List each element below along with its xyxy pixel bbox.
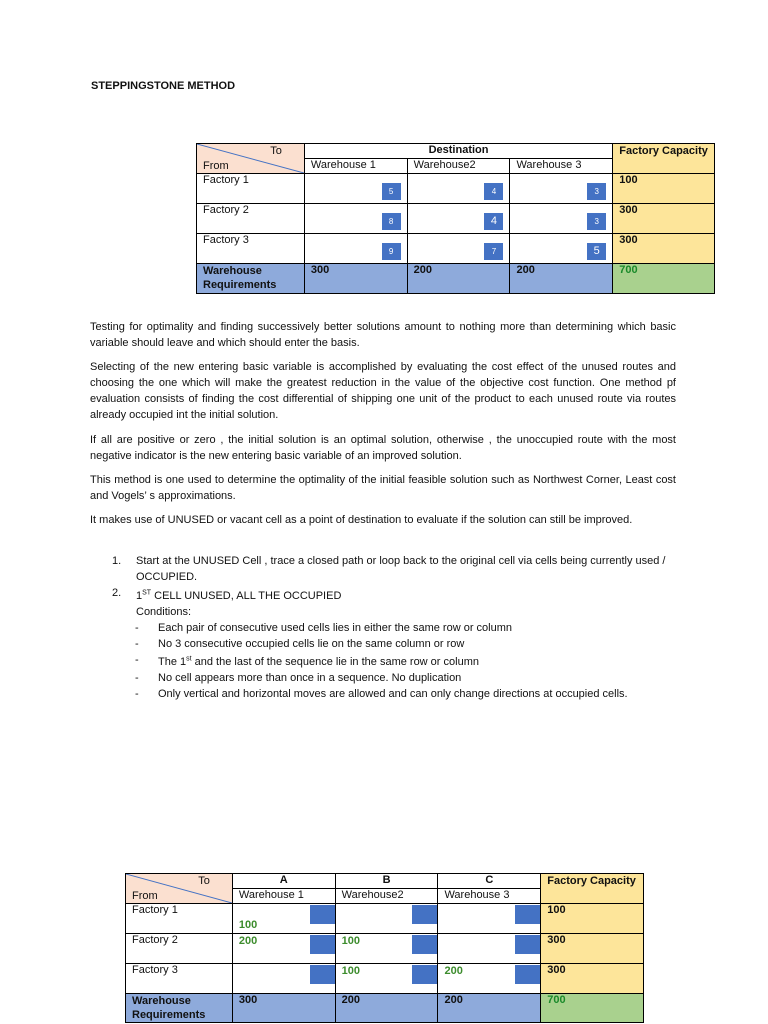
to-label: To — [270, 145, 282, 157]
column-letter: C — [438, 874, 541, 889]
list-item: - No cell appears more than once in a sequence. No duplication — [135, 672, 462, 685]
capacity-cell: 300 — [613, 234, 715, 264]
paragraph: If all are positive or zero , the initial solution is an optimal solution, otherwise , the unoccupied route with the most negative indicator is the new entering basic variable of an improved solution. — [90, 434, 676, 462]
total-cell: 700 — [613, 264, 715, 294]
warehouse-header: Warehouse 3 — [510, 159, 613, 174]
requirements-row — [126, 994, 644, 1023]
cost-cell — [407, 204, 510, 234]
cost-box: 7 — [484, 243, 503, 260]
list-item — [90, 585, 680, 620]
cost-box — [310, 965, 335, 984]
cost-box — [412, 935, 437, 954]
capacity-cell: 100 — [613, 174, 715, 204]
condition-text: The 1st and the last of the sequence lie in the same row or column — [158, 655, 479, 669]
row-label: Factory 1 — [197, 174, 305, 204]
requirement-cell: 200 — [407, 264, 510, 294]
page-title: STEPPINGSTONE METHOD — [91, 80, 236, 92]
to-from-corner-cell — [197, 144, 305, 174]
cost-cell — [407, 174, 510, 204]
list-item: - No 3 consecutive occupied cells lie on the same column or row — [135, 637, 465, 650]
condition-text: Each pair of consecutive used cells lies in either the same row or column — [158, 621, 513, 634]
requirement-cell: 300 — [304, 264, 407, 294]
cost-box — [515, 935, 540, 954]
total-cell: 700 — [541, 994, 644, 1023]
requirement-cell: 200 — [335, 994, 438, 1023]
warehouse-header: Warehouse2 — [335, 889, 438, 904]
factory-capacity-header: Factory Capacity — [541, 874, 644, 904]
allocation-cell — [438, 904, 541, 934]
destination-header: Destination — [304, 144, 612, 159]
row-label: Factory 2 — [126, 934, 233, 964]
cost-box: 4 — [484, 213, 503, 230]
allocation-cell — [232, 934, 335, 964]
requirements-row — [197, 264, 715, 294]
factory-capacity-header: Factory Capacity — [613, 144, 715, 174]
warehouse-header: Warehouse 3 — [438, 889, 541, 904]
cost-cell — [407, 234, 510, 264]
step-text: 1ST CELL UNUSED, ALL THE OCCUPIED — [136, 589, 342, 602]
allocation-value: 100 — [341, 965, 360, 977]
requirement-cell: 200 — [438, 994, 541, 1023]
list-item — [90, 553, 680, 585]
paragraph: It makes use of UNUSED or vacant cell as a point of destination to evaluate if the solution can still be improved. — [90, 514, 633, 526]
list-item: - Only vertical and horizontal moves are allowed and can only change directions at occupied cells. — [135, 688, 628, 701]
cost-cell — [510, 234, 613, 264]
cost-box: 3 — [587, 183, 606, 200]
table-row — [126, 934, 644, 964]
allocation-cell — [438, 964, 541, 994]
cost-box: 3 — [587, 213, 606, 230]
column-letter: A — [232, 874, 335, 889]
step-number: 1. — [112, 555, 122, 567]
allocation-table — [125, 873, 644, 1023]
requirements-label: Warehouse Requirements — [126, 994, 233, 1023]
paragraph: Selecting of the new entering basic variable is accomplished by evaluating the cost effect of the unused routes and choosing the one which will make the greatest reduction in the value of the objective cost function. One method pf evaluation consists of finding the cost differential of shipping one unit of the product to each unused route via routes already occupied int the initial solution. — [90, 361, 676, 421]
allocation-cell — [232, 964, 335, 994]
conditions-label: Conditions: — [136, 605, 192, 618]
capacity-cell: 100 — [541, 904, 644, 934]
cost-box — [515, 905, 540, 924]
table-row — [197, 174, 715, 204]
capacity-cell: 300 — [541, 934, 644, 964]
warehouse-header: Warehouse 1 — [304, 159, 407, 174]
step-number: 2. — [112, 587, 122, 599]
allocation-value: 100 — [238, 919, 258, 931]
condition-text: No cell appears more than once in a sequence. No duplication — [158, 672, 462, 685]
requirement-cell: 200 — [510, 264, 613, 294]
cost-box — [310, 905, 335, 924]
allocation-cell — [335, 904, 438, 934]
cost-table — [196, 143, 715, 294]
to-label: To — [198, 875, 210, 887]
row-label: Factory 1 — [126, 904, 233, 934]
cost-box: 8 — [382, 213, 401, 230]
cost-cell — [304, 204, 407, 234]
list-item: - The 1st and the last of the sequence lie in the same row or column — [135, 653, 479, 669]
cost-box — [515, 965, 540, 984]
steps-list — [90, 553, 680, 702]
cost-cell — [510, 174, 613, 204]
from-label: From — [203, 160, 229, 172]
cost-box: 5 — [382, 183, 401, 200]
allocation-value: 200 — [238, 935, 258, 947]
column-letter: B — [335, 874, 438, 889]
from-label: From — [132, 890, 158, 902]
allocation-cell — [335, 934, 438, 964]
cost-cell — [510, 204, 613, 234]
requirement-cell: 300 — [232, 994, 335, 1023]
paragraph: This method is one used to determine the optimality of the initial feasible solution such as Northwest Corner, Least cost and Vogels’ s approximations. — [90, 474, 676, 502]
warehouse-header: Warehouse 1 — [232, 889, 335, 904]
cost-cell — [304, 174, 407, 204]
allocation-value: 200 — [444, 965, 463, 977]
table-row — [197, 234, 715, 264]
cost-box: 4 — [484, 183, 503, 200]
capacity-cell: 300 — [613, 204, 715, 234]
table-row — [126, 964, 644, 994]
step-text: Start at the UNUSED Cell , trace a closed path or loop back to the original cell via cells being currently used / OCCUPIED. — [136, 555, 666, 583]
table-row — [197, 204, 715, 234]
requirements-label: Warehouse Requirements — [197, 264, 305, 294]
warehouse-header: Warehouse2 — [407, 159, 510, 174]
cost-box — [412, 965, 437, 984]
allocation-cell — [335, 964, 438, 994]
allocation-value: 100 — [341, 935, 360, 947]
capacity-cell: 300 — [541, 964, 644, 994]
paragraph: Testing for optimality and finding successively better solutions amount to nothing more than determining which basic variable should leave and which should enter the basis. — [90, 321, 676, 349]
list-item: - Each pair of consecutive used cells lies in either the same row or column — [135, 621, 513, 634]
cost-cell — [304, 234, 407, 264]
row-label: Factory 3 — [197, 234, 305, 264]
condition-text: No 3 consecutive occupied cells lie on the same column or row — [158, 637, 465, 650]
cost-box: 9 — [382, 243, 401, 260]
cost-box — [310, 935, 335, 954]
row-label: Factory 2 — [197, 204, 305, 234]
allocation-cell — [232, 904, 335, 934]
table-row — [126, 904, 644, 934]
cost-box: 5 — [587, 243, 606, 260]
to-from-corner-cell — [126, 874, 233, 904]
row-label: Factory 3 — [126, 964, 233, 994]
allocation-cell — [438, 934, 541, 964]
cost-box — [412, 905, 437, 924]
condition-text: Only vertical and horizontal moves are allowed and can only change directions at occupied cells. — [158, 688, 628, 701]
